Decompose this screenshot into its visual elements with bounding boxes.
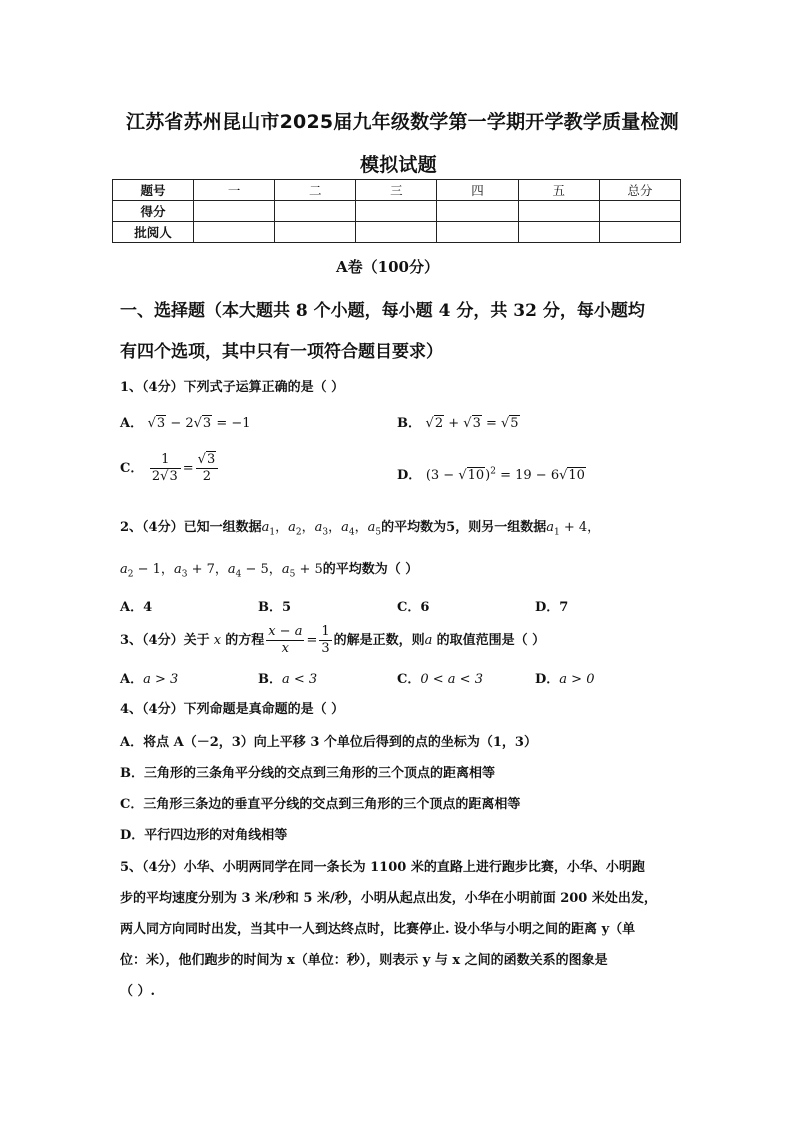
q1-b-label: B． bbox=[397, 416, 421, 431]
q3-equation-right: $\frac{1}{3}$ bbox=[321, 624, 330, 656]
q5-stem-line4: 位：米），他们跑步的时间为 x（单位：秒），则表示 y 与 x 之间的函数关系的图象是 bbox=[120, 953, 608, 968]
q3-option-c[interactable]: C．0 < a < 3 bbox=[397, 672, 483, 687]
q3-option-d[interactable]: D．a > 0 bbox=[535, 672, 595, 687]
q1-stem: 1、（4分）下列式子运算正确的是（ ） bbox=[120, 380, 345, 395]
q2-option-c[interactable]: C．6 bbox=[397, 600, 430, 615]
q1-option-a[interactable] bbox=[120, 412, 251, 431]
q5-stem-line2: 步的平均速度分别为 3 米/秒和 5 米/秒，小明从起点出发，小华在小明前面 200 米处出发， bbox=[120, 891, 657, 906]
q1-d-label: D． bbox=[397, 468, 422, 483]
q3-option-b[interactable]: B．a < 3 bbox=[258, 672, 318, 687]
volume-heading: A卷（100分） bbox=[336, 258, 439, 276]
score-header-cell: 一 bbox=[194, 180, 275, 201]
reviewer-cell[interactable] bbox=[599, 222, 680, 243]
score-header-cell: 四 bbox=[437, 180, 518, 201]
q1-d-expr: $(3 - √10)^2 = 19 - 6√10$ bbox=[425, 466, 585, 483]
score-cell[interactable] bbox=[518, 201, 599, 222]
q4-option-a[interactable]: A．将点 A（－2，3）向上平移 3 个单位后得到的点的坐标为（1，3） bbox=[120, 735, 537, 750]
q2-option-b[interactable]: B．5 bbox=[258, 600, 292, 615]
q2-option-d[interactable]: D．7 bbox=[535, 600, 569, 615]
score-header-cell: 三 bbox=[356, 180, 437, 201]
q1-option-b[interactable] bbox=[397, 412, 520, 431]
exam-title-line1: 江苏省苏州昆山市2025届九年级数学第一学期开学教学质量检测 bbox=[126, 111, 679, 133]
reviewer-cell[interactable] bbox=[275, 222, 356, 243]
q3-equation-left: $\frac{x - a}{x}$ bbox=[268, 624, 303, 656]
score-cell[interactable] bbox=[275, 201, 356, 222]
q1-option-c[interactable]: C． $\frac{1}{2√3}$ = $\frac{√3}{2}$ bbox=[120, 452, 220, 485]
score-cell[interactable] bbox=[599, 201, 680, 222]
q1-option-d[interactable] bbox=[397, 464, 586, 483]
q2-option-a[interactable]: A．4 bbox=[120, 600, 153, 615]
q1-c-label: C． bbox=[120, 461, 144, 476]
score-table bbox=[112, 179, 681, 243]
reviewer-cell[interactable] bbox=[356, 222, 437, 243]
q4-option-b[interactable]: B．三角形的三条角平分线的交点到三角形的三个顶点的距离相等 bbox=[120, 766, 495, 781]
score-cell[interactable] bbox=[356, 201, 437, 222]
reviewer-row-label: 批阅人 bbox=[113, 222, 194, 243]
q1-a-expr: √3 − 2√3 = −1 bbox=[147, 416, 251, 431]
reviewer-cell[interactable] bbox=[518, 222, 599, 243]
score-cell[interactable] bbox=[194, 201, 275, 222]
score-header-cell: 题号 bbox=[113, 180, 194, 201]
q1-c-fraction-left: $\frac{1}{2√3}$ bbox=[150, 452, 181, 485]
score-cell[interactable] bbox=[437, 201, 518, 222]
q4-option-c[interactable]: C．三角形三条边的垂直平分线的交点到三角形的三个顶点的距离相等 bbox=[120, 797, 521, 812]
q2-stem-line2: $a_2 - 1$，$a_3 + 7$，$a_4 - 5$，$a_5 + 5$的平均数为（ ） bbox=[120, 562, 419, 580]
q4-stem: 4、（4分）下列命题是真命题的是（ ） bbox=[120, 702, 345, 717]
exam-title-line2: 模拟试题 bbox=[360, 154, 437, 176]
score-header-cell: 五 bbox=[518, 180, 599, 201]
q5-stem-line1: 5、（4分）小华、小明两同学在同一条长为 1100 米的直路上进行跑步比赛，小华、小明跑 bbox=[120, 860, 645, 875]
q1-c-fraction-right: $\frac{√3}{2}$ bbox=[196, 452, 219, 485]
reviewer-cell[interactable] bbox=[437, 222, 518, 243]
score-header-cell: 二 bbox=[275, 180, 356, 201]
q2-stem-line1: 2、（4分）已知一组数据$a_1$，$a_2$，$a_3$，$a_4$，$a_5$的平均数为5，则另一组数据$a_1 + 4$， bbox=[120, 520, 601, 538]
reviewer-row bbox=[113, 222, 681, 243]
score-header-cell: 总分 bbox=[599, 180, 680, 201]
score-row bbox=[113, 201, 681, 222]
q5-stem-line3: 两人同方向同时出发，当其中一人到达终点时，比赛停止. 设小华与小明之间的距离 y（单 bbox=[120, 922, 636, 937]
q3-stem: 3、（4分）关于 x 的方程 $\frac{x - a}{x}$ = $\frac{1}{3}$ 的解是正数，则a 的取值范围是（ ） bbox=[120, 624, 546, 656]
q1-a-label: A． bbox=[120, 416, 144, 431]
q4-option-d[interactable]: D．平行四边形的对角线相等 bbox=[120, 828, 288, 843]
q1-b-expr: √2 + √3 = √5 bbox=[425, 416, 519, 431]
reviewer-cell[interactable] bbox=[194, 222, 275, 243]
section1-heading-line1: 一、选择题（本大题共 8 个小题，每小题 4 分，共 32 分，每小题均 bbox=[120, 301, 645, 321]
score-row-label: 得分 bbox=[113, 201, 194, 222]
section1-heading-line2: 有四个选项，其中只有一项符合题目要求） bbox=[120, 342, 443, 362]
score-table-header-row bbox=[113, 180, 681, 201]
q5-stem-line5: （ ）. bbox=[120, 984, 156, 999]
q3-option-a[interactable]: A．a > 3 bbox=[120, 672, 179, 687]
